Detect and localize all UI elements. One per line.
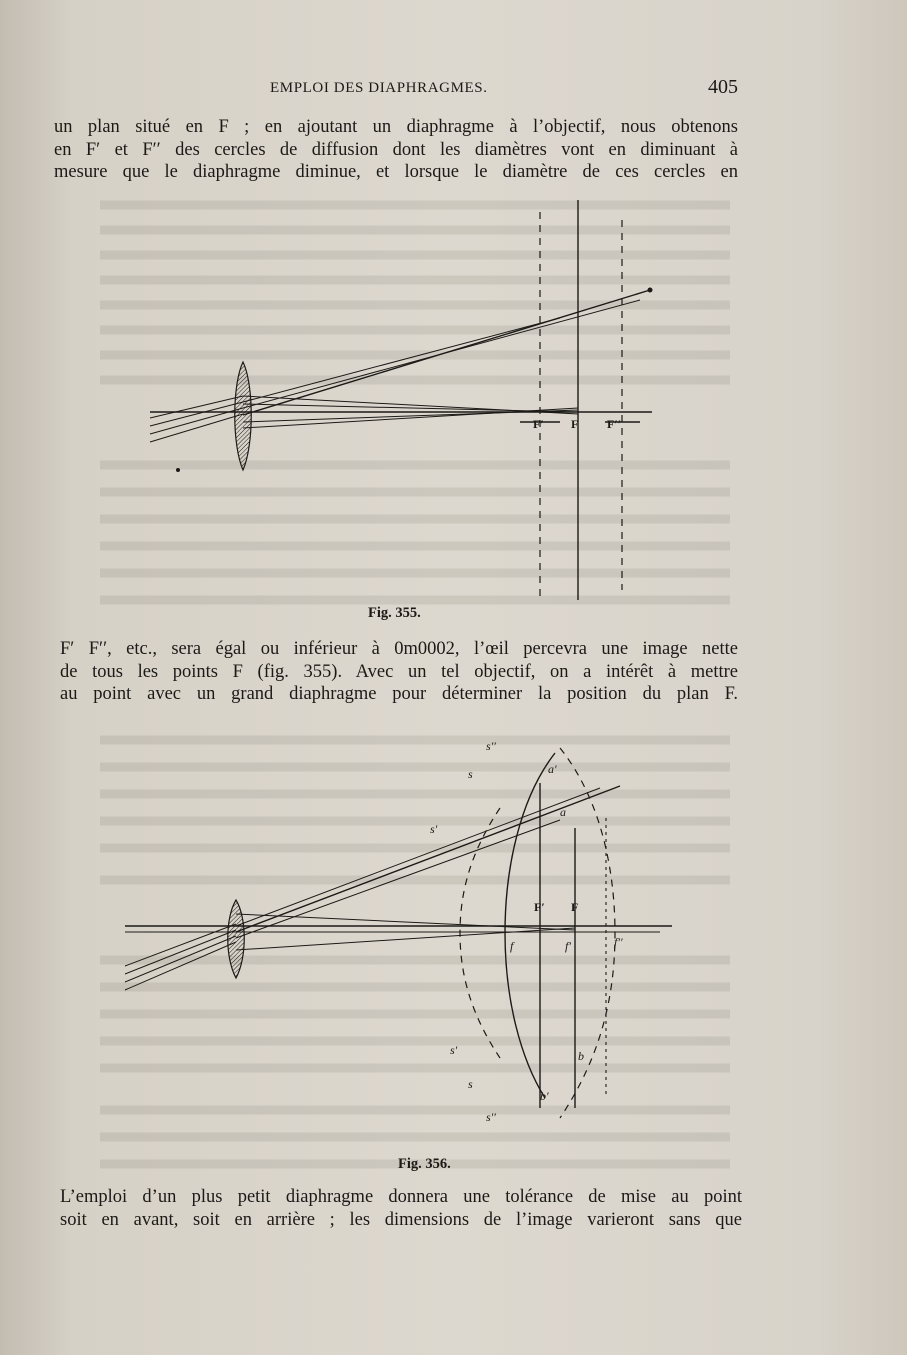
fig356-label-s-bottom: s′′ <box>486 1110 496 1124</box>
fig356-label-f-prime-lower: f′ <box>565 939 571 953</box>
paragraph-1 <box>54 116 738 184</box>
paragraph-2-line-2: de tous les points F (fig. 355). Avec un tel objectif, on a intérêt à mettre <box>60 661 738 682</box>
fig355-label-f-double-prime: F′′ <box>607 417 622 431</box>
fig356-label-s-mid: s′ <box>430 822 438 836</box>
fig355-lens <box>235 362 252 470</box>
running-title: EMPLOI DES DIAPHRAGMES. <box>270 80 488 96</box>
fig356-label-a: a <box>560 805 566 819</box>
fig356-label-f-lower: f <box>510 939 514 953</box>
fig356-label-f-double: f′′ <box>614 935 623 949</box>
fig356-label-s-top: s′′ <box>486 739 496 753</box>
figure-356-diagram <box>0 728 907 1158</box>
paragraph-2-line-3: au point avec un grand diaphragme pour déterminer la position du plan F. <box>60 684 738 704</box>
paragraph-3-line-2: soit en avant, soit en arrière ; les dimensions de l’image varieront sans que <box>60 1209 742 1230</box>
fig356-label-a-prime: a′ <box>548 762 557 776</box>
paragraph-2-line-1: F′ F′′, etc., sera égal ou inférieur à 0m0002, l’œil percevra une image nette <box>60 639 738 659</box>
figure-355-caption: Fig. 355. <box>368 605 421 621</box>
figure-355-diagram <box>0 190 907 610</box>
paragraph-1-line-2: en F′ et F′′ des cercles de diffusion dont les diamètres vont en diminuant à <box>54 139 738 160</box>
paragraph-2 <box>60 638 738 706</box>
fig356-label-b: b <box>578 1049 584 1063</box>
fig356-dashed-arc-right <box>560 748 615 1118</box>
fig355-label-f: F <box>571 417 579 431</box>
fig356-lens <box>228 900 245 978</box>
fig356-label-s-upper: s <box>468 767 473 781</box>
paragraph-1-line-1: un plan situé en F ; en ajoutant un diaphragme à l’objectif, nous obtenons <box>54 117 738 137</box>
fig355-label-f-prime: F′ <box>533 417 544 431</box>
fig356-label-f-cap: F <box>571 900 579 914</box>
page-number: 405 <box>708 76 738 98</box>
paragraph-1-line-3: mesure que le diaphragme diminue, et lorsque le diamètre de ces cercles en <box>54 162 738 182</box>
paragraph-3-line-1: L’emploi d’un plus petit diaphragme donnera une tolérance de mise au point <box>60 1187 742 1207</box>
fig356-label-f-prime-cap: F′ <box>534 900 545 914</box>
figure-356-caption: Fig. 356. <box>398 1156 451 1172</box>
paragraph-3 <box>60 1186 742 1231</box>
fig356-label-s-low: s <box>468 1077 473 1091</box>
fig356-label-b-prime: b′ <box>540 1089 549 1103</box>
running-header <box>60 76 738 102</box>
fig356-label-s-low-prime: s′ <box>450 1043 458 1057</box>
